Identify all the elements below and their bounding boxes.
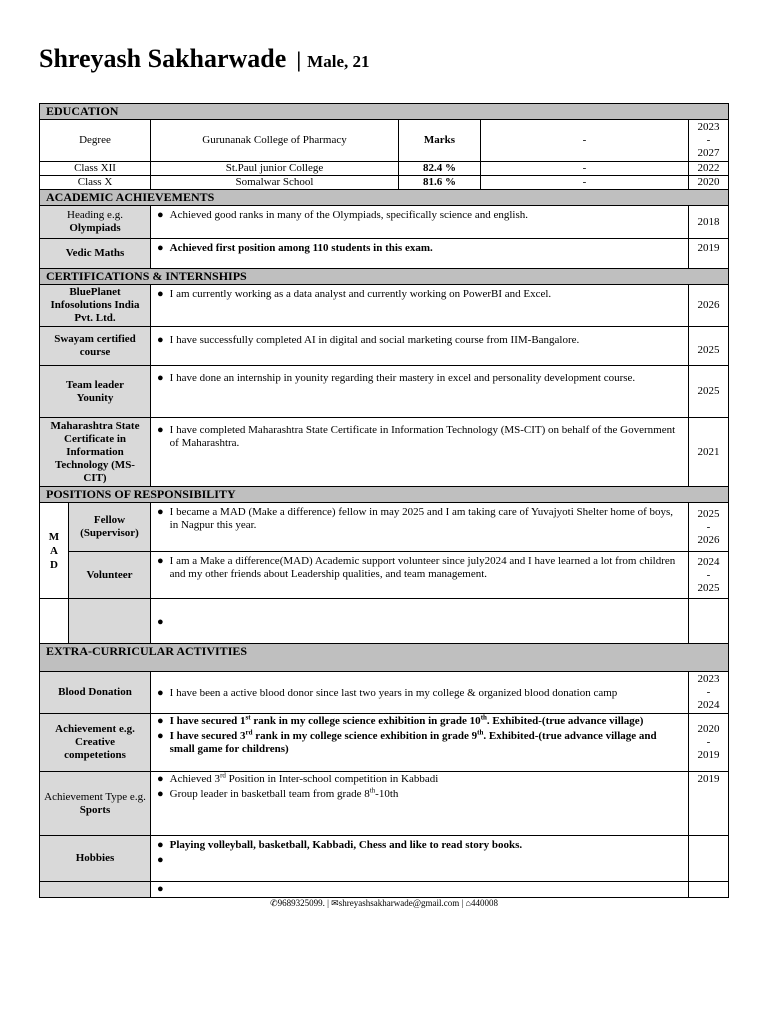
empty-year	[688, 599, 728, 643]
label-bold: Olympiads	[69, 222, 121, 234]
year-dash: -	[706, 520, 711, 533]
academic-desc	[150, 206, 688, 238]
section-title: EDUCATION	[46, 104, 119, 118]
year-dash: -	[706, 569, 711, 581]
section-title: CERTIFICATIONS & INTERNSHIPS	[46, 269, 247, 283]
year-end: 2027	[697, 147, 720, 159]
year-dash: -	[706, 686, 711, 698]
extra-row	[39, 671, 729, 713]
extra-empty-row	[39, 881, 729, 897]
desc-text: I have been a active blood donor since last two years in my college & organized blood donation camp	[169, 686, 618, 699]
bullet: ●	[157, 424, 164, 436]
position-desc	[150, 552, 688, 599]
year-cell: 2019	[688, 772, 728, 835]
cert-row	[39, 326, 729, 365]
bullet: ●	[157, 773, 164, 785]
bullet: ●	[157, 372, 164, 384]
desc-text: I have completed Maharashtra State Certificate in Information Technology (MS-CIT) on behalf of the Government of Maharashtra.	[169, 424, 676, 449]
bullet: ●	[157, 616, 164, 628]
location-icon: ⌂	[465, 898, 471, 908]
marks-cell: 81.6 %	[398, 176, 480, 189]
email: shreyashsakharwade@gmail.com	[338, 898, 460, 908]
year-cell	[688, 552, 728, 599]
extra-cell: -	[480, 176, 688, 189]
year-cell	[688, 836, 728, 881]
degree-cell: Class XII	[74, 162, 116, 174]
extra-row	[39, 771, 729, 835]
year-start: 2025	[697, 507, 720, 520]
mad-block	[39, 502, 729, 598]
cert-label: Swayam certified course	[40, 327, 150, 365]
academic-row	[39, 238, 729, 268]
position-row	[68, 551, 728, 599]
mail-icon: ✉	[331, 898, 339, 908]
degree-cell: Degree	[79, 134, 111, 146]
academic-desc	[150, 239, 688, 268]
year-start: 2023	[697, 121, 720, 133]
desc-text: I have secured 3rd rank in my college science exhibition in grade 9th. Exhibited-(true advance village and small game for childrens)	[169, 728, 657, 755]
header-separator: |	[296, 47, 302, 72]
year-cell	[688, 672, 728, 713]
year-cell: 2022	[688, 162, 728, 175]
footer-divider: |	[327, 898, 329, 908]
desc-text: Achieved first position among 110 students in this exam.	[169, 242, 433, 254]
year-cell: 2020	[688, 176, 728, 189]
year-dash: -	[706, 736, 711, 748]
bullet: ●	[157, 209, 164, 221]
extra-row	[39, 713, 729, 771]
empty-desc	[150, 599, 688, 643]
bullet: ●	[157, 506, 164, 518]
marks-cell: 82.4 %	[398, 162, 480, 175]
education-row	[39, 175, 729, 189]
cert-desc	[150, 418, 688, 486]
year-cell: 2026	[688, 285, 728, 326]
org-letter: D	[50, 558, 58, 571]
bullet: ●	[157, 839, 164, 851]
pin-code: 440008	[470, 898, 498, 908]
year-start: 2024	[697, 556, 720, 568]
year-dash: -	[706, 134, 711, 146]
org-letter: M	[48, 530, 60, 543]
year-cell: 2025	[688, 366, 728, 417]
year-start: 2020	[697, 723, 720, 735]
bullet: ●	[157, 883, 164, 895]
phone-icon: ✆	[270, 898, 278, 908]
year-end: 2025	[697, 582, 720, 594]
section-certifications	[39, 268, 729, 284]
desc-text: Achieved good ranks in many of the Olympiads, specifically science and english.	[169, 209, 528, 221]
empty-label	[68, 599, 150, 643]
desc-text: I have successfully completed AI in digital and social marketing course from IIM-Bangalore.	[169, 334, 580, 346]
extra-cell: -	[480, 162, 688, 175]
section-extra	[39, 643, 729, 671]
year-end: 2026	[697, 533, 720, 546]
bullet: ●	[157, 715, 164, 727]
empty-year	[688, 882, 728, 897]
org-letters	[40, 503, 68, 598]
label-bold: Sports	[79, 803, 111, 816]
academic-row	[39, 205, 729, 238]
empty-desc	[150, 882, 688, 897]
extra-desc	[150, 672, 688, 713]
year-cell	[688, 120, 728, 161]
extra-label	[40, 772, 150, 835]
label-text: Heading e.g.	[67, 209, 123, 221]
degree-cell: Class X	[77, 176, 113, 188]
desc-text: I became a MAD (Make a difference) fellow in may 2025 and I am taking care of Yuvajyoti Shelter home of boys, in Nagpur this year.	[169, 506, 674, 531]
candidate-name: Shreyash Sakharwade	[39, 44, 287, 73]
cert-row	[39, 417, 729, 486]
extra-desc	[150, 714, 688, 771]
candidate-meta: Male, 21	[307, 52, 370, 71]
year-cell	[688, 503, 728, 551]
position-row	[68, 503, 728, 551]
bullet: ●	[157, 730, 164, 742]
label-text: Achievement Type e.g.	[44, 790, 146, 803]
cert-label: BluePlanet Infosolutions India Pvt. Ltd.	[40, 285, 150, 326]
marks-cell: Marks	[398, 120, 480, 161]
section-academic	[39, 189, 729, 205]
year-cell: 2021	[688, 418, 728, 486]
desc-text: Playing volleyball, basketball, Kabbadi, Chess and like to read story books.	[169, 839, 523, 851]
cert-desc	[150, 327, 688, 365]
extra-desc	[150, 772, 688, 835]
desc-text: I have done an internship in younity regarding their mastery in excel and personality development course.	[169, 372, 636, 384]
section-positions	[39, 486, 729, 502]
college-cell: Somalwar School	[150, 176, 398, 189]
empty-cell	[40, 599, 68, 643]
position-empty-row	[39, 598, 729, 643]
extra-label: Achievement e.g. Creative competetions	[40, 714, 150, 771]
section-title: POSITIONS OF RESPONSIBILITY	[46, 487, 236, 501]
cert-desc	[150, 285, 688, 326]
education-row	[39, 119, 729, 161]
extra-desc	[150, 836, 688, 881]
position-label: Fellow (Supervisor)	[68, 503, 150, 551]
section-education	[39, 103, 729, 119]
desc-text: I have secured 1st rank in my college science exhibition in grade 10th. Exhibited-(true advance village)	[169, 713, 644, 727]
cert-label: Team leader Younity	[40, 366, 150, 417]
contact-footer	[0, 898, 768, 909]
bullet: ●	[157, 288, 164, 300]
cert-row	[39, 284, 729, 326]
education-row	[39, 161, 729, 175]
section-title: EXTRA-CURRICULAR ACTIVITIES	[46, 644, 248, 658]
college-cell: St.Paul junior College	[150, 162, 398, 175]
year-cell: 2025	[688, 327, 728, 365]
college-cell: Gurunanak College of Pharmacy	[150, 120, 398, 161]
academic-label	[40, 206, 150, 238]
extra-row	[39, 835, 729, 881]
year-cell: 2018	[688, 206, 728, 238]
year-cell: 2019	[688, 239, 728, 268]
org-letter: A	[50, 544, 58, 557]
bullet: ●	[157, 334, 164, 346]
year-end: 2024	[697, 699, 720, 711]
desc-text: Group leader in basketball team from grade 8th-10th	[169, 786, 399, 800]
position-label: Volunteer	[68, 552, 150, 599]
bullet: ●	[157, 242, 164, 254]
position-desc	[150, 503, 688, 551]
desc-text: Achieved 3rd Position in Inter-school competition in Kabbadi	[169, 771, 439, 785]
academic-label: Vedic Maths	[40, 239, 150, 268]
desc-text: I am a Make a difference(MAD) Academic support volunteer since july2024 and I have learned a lot from children and my other friends about Leadership qualities, and team management.	[169, 555, 676, 580]
footer-divider: |	[461, 898, 464, 908]
bullet: ●	[157, 555, 164, 567]
empty-label	[40, 882, 150, 897]
bullet: ●	[157, 788, 164, 800]
extra-cell: -	[480, 120, 688, 161]
year-end: 2019	[697, 749, 720, 761]
section-title: ACADEMIC ACHIEVEMENTS	[46, 190, 215, 204]
year-start: 2023	[697, 673, 720, 685]
cert-desc	[150, 366, 688, 417]
extra-label: Blood Donation	[40, 672, 150, 713]
bullet: ●	[157, 686, 164, 699]
resume-header	[39, 44, 370, 74]
desc-text: I am currently working as a data analyst and currently working on PowerBI and Excel.	[169, 288, 552, 300]
cert-row	[39, 365, 729, 417]
phone: 9689325099.	[277, 898, 325, 908]
bullet: ●	[157, 854, 164, 866]
extra-label: Hobbies	[40, 836, 150, 881]
cert-label: Maharashtra State Certificate in Information Technology (MS-CIT)	[40, 418, 150, 486]
year-cell	[688, 714, 728, 771]
